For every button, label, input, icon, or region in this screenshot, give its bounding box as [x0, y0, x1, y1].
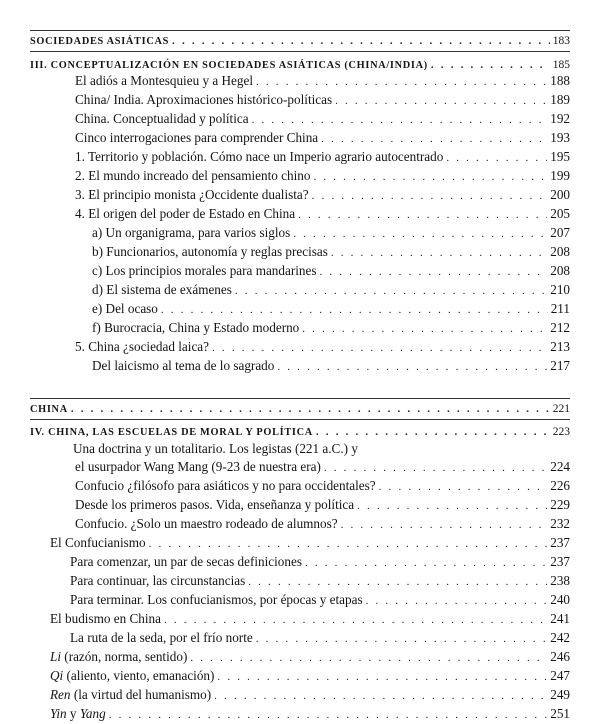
toc-entry	[30, 129, 570, 148]
toc-title	[50, 648, 187, 666]
toc-title: El Confucianismo	[50, 535, 146, 550]
toc-page-number: 223	[552, 426, 570, 438]
leader-dots	[252, 111, 548, 129]
leader-dots	[357, 497, 547, 515]
leader-dots	[335, 92, 547, 110]
toc-entry	[30, 458, 570, 477]
toc-term-entry	[30, 686, 570, 705]
toc-title: Para terminar. Los confucianismos, por épocas y etapas	[70, 592, 363, 607]
toc-page-number: 183	[552, 35, 570, 47]
toc-entry	[30, 167, 570, 186]
toc-title: CHINA	[30, 404, 68, 415]
toc-subentry	[30, 572, 570, 591]
toc-page-number: 229	[550, 497, 570, 512]
toc-page-number: 238	[550, 573, 570, 588]
toc-title: Confucio ¿filósofo para asiáticos y no para occidentales?	[75, 478, 376, 493]
toc-entry	[30, 148, 570, 167]
toc-page-number: 217	[550, 358, 570, 373]
toc-entry	[30, 338, 570, 357]
toc-entry	[30, 186, 570, 205]
toc-page-number: 237	[550, 535, 570, 550]
leader-dots	[321, 130, 547, 148]
toc-title: a) Un organigrama, para varios siglos	[92, 225, 291, 240]
toc-page-number: 247	[550, 668, 570, 683]
toc-title: Desde los primeros pasos. Vida, enseñanza y política	[75, 497, 355, 512]
section-rule	[30, 30, 570, 31]
toc-title: Del laicismo al tema de lo sagrado	[92, 358, 275, 373]
leader-dots	[214, 687, 547, 705]
toc-entry	[30, 496, 570, 515]
toc-page-number: 211	[550, 301, 570, 316]
toc-title: Para comenzar, un par de secas definiciones	[70, 554, 302, 569]
leader-dots	[302, 320, 547, 338]
leader-dots	[379, 478, 548, 496]
toc-page-number: 221	[552, 403, 570, 415]
toc-entry	[30, 110, 570, 129]
toc-term-entry	[30, 648, 570, 667]
toc-subentry	[30, 629, 570, 648]
gloss: (aliento, viento, emanación)	[63, 668, 215, 683]
section-rule	[30, 398, 570, 399]
toc-subentry	[30, 319, 570, 338]
toc-title	[50, 667, 214, 685]
toc-title: IV. CHINA, LAS ESCUELAS DE MORAL Y POLÍTICA	[30, 427, 313, 438]
toc-page-number: 242	[550, 630, 570, 645]
toc-title: China. Conceptualidad y política	[75, 111, 249, 126]
leader-dots	[248, 573, 547, 591]
leader-dots	[256, 630, 548, 648]
toc-title: el usurpador Wang Mang (9-23 de nuestra era)	[75, 459, 321, 474]
toc-page-number: 188	[550, 73, 570, 88]
toc-page-number: 251	[550, 706, 570, 721]
toc-term-entry	[30, 667, 570, 686]
leader-dots	[277, 358, 547, 376]
gloss: (razón, norma, sentido)	[61, 649, 188, 664]
toc-title: Cinco interrogaciones para comprender China	[75, 130, 319, 145]
leader-dots	[172, 32, 550, 50]
toc-title: f) Burocracia, China y Estado moderno	[92, 320, 300, 335]
toc-page-number: 208	[550, 263, 570, 278]
toc-title: 5. China ¿sociedad laica?	[75, 339, 210, 354]
leader-dots	[298, 206, 547, 224]
toc-title: 1. Territorio y población. Cómo nace un Imperio agrario autocentrado	[75, 149, 444, 164]
leader-dots	[235, 282, 547, 300]
term: Yin	[50, 706, 67, 721]
toc-title	[50, 686, 211, 704]
toc-subentry	[30, 357, 570, 376]
leader-dots	[313, 168, 547, 186]
toc-subentry	[30, 300, 570, 319]
toc-subentry	[30, 224, 570, 243]
toc-page-number: 192	[550, 111, 570, 126]
toc-title: e) Del ocaso	[92, 301, 158, 316]
toc-title: 3. El principio monista ¿Occidente dualista?	[75, 187, 309, 202]
toc-entry	[30, 91, 570, 110]
toc-page-number: 195	[550, 149, 570, 164]
section-rule	[30, 419, 570, 420]
toc-page-number: 237	[550, 554, 570, 569]
toc-entry	[30, 515, 570, 534]
toc-entry	[30, 205, 570, 224]
leader-dots	[293, 225, 547, 243]
term: Ren	[50, 687, 71, 702]
leader-dots	[312, 187, 548, 205]
leader-dots	[446, 149, 547, 167]
toc-page-number: 193	[550, 130, 570, 145]
toc-subentry	[30, 243, 570, 262]
toc-page-number: 226	[550, 478, 570, 493]
toc-entry	[30, 72, 570, 91]
toc-title: d) El sistema de exámenes	[92, 282, 232, 297]
toc-page-number: 185	[552, 59, 570, 71]
toc-page-number: 207	[550, 225, 570, 240]
toc-page-number: 224	[550, 459, 570, 474]
toc-entry	[30, 610, 570, 629]
toc-section-sociedades	[30, 32, 570, 51]
section-rule	[30, 51, 570, 52]
toc-page-number: 249	[550, 687, 570, 702]
toc-title: b) Funcionarios, autonomía y reglas precisas	[92, 244, 328, 259]
toc-page-number: 205	[550, 206, 570, 221]
toc-subentry	[30, 262, 570, 281]
leader-dots	[319, 263, 547, 281]
leader-dots	[109, 706, 548, 724]
leader-dots	[324, 459, 547, 477]
toc-page-number: 240	[550, 592, 570, 607]
toc-title: El budismo en China	[50, 611, 161, 626]
toc-title: La ruta de la seda, por el frío norte	[70, 630, 253, 645]
toc-title: 4. El origen del poder de Estado en China	[75, 206, 296, 221]
conjunction: y	[66, 706, 80, 721]
toc-page-number: 189	[550, 92, 570, 107]
leader-dots	[256, 73, 547, 91]
toc-page-number: 241	[550, 611, 570, 626]
toc-entry	[30, 477, 570, 496]
gloss: (la virtud del humanismo)	[70, 687, 212, 702]
toc-page-number: 208	[550, 244, 570, 259]
toc-page-number: 213	[550, 339, 570, 354]
leader-dots	[71, 400, 550, 418]
leader-dots	[212, 339, 547, 357]
leader-dots	[161, 301, 548, 319]
toc-title: III. CONCEPTUALIZACIÓN EN SOCIEDADES ASIÁTICAS (CHINA/INDIA)	[30, 60, 428, 71]
toc-page-number: 200	[550, 187, 570, 202]
toc-title: China/ India. Aproximaciones histórico-políticas	[75, 92, 333, 107]
toc-term-entry	[30, 705, 570, 724]
toc-page-number: 212	[550, 320, 570, 335]
toc-page-number: 232	[550, 516, 570, 531]
leader-dots	[164, 611, 547, 629]
toc-title: SOCIEDADES ASIÁTICAS	[30, 36, 170, 47]
toc-subentry	[30, 591, 570, 610]
toc-title: c) Los principios morales para mandarines	[92, 263, 317, 278]
leader-dots	[149, 535, 548, 553]
leader-dots	[366, 592, 548, 610]
leader-dots	[190, 649, 547, 667]
toc-title: El adiós a Montesquieu y a Hegel	[75, 73, 253, 88]
toc-page-number: 210	[550, 282, 570, 297]
leader-dots	[316, 423, 550, 441]
toc-title: Confucio. ¿Solo un maestro rodeado de alumnos?	[75, 516, 338, 531]
toc-entry	[30, 534, 570, 553]
toc-page-number: 199	[550, 168, 570, 183]
toc-subentry	[30, 553, 570, 572]
term: Li	[50, 649, 61, 664]
toc-subentry	[30, 281, 570, 300]
term: Qi	[50, 668, 64, 683]
toc-title: Para continuar, las circunstancias	[70, 573, 246, 588]
leader-dots	[217, 668, 547, 686]
toc-section-china	[30, 400, 570, 419]
toc-title	[50, 705, 106, 723]
toc-entry-line1: Una doctrina y un totalitario. Los legistas (221 a.C.) y	[73, 441, 358, 456]
term: Yang	[79, 706, 106, 721]
leader-dots	[331, 244, 547, 262]
leader-dots	[305, 554, 547, 572]
toc-page-number: 246	[550, 649, 570, 664]
toc-title: 2. El mundo increado del pensamiento chino	[75, 168, 311, 183]
leader-dots	[341, 516, 548, 534]
